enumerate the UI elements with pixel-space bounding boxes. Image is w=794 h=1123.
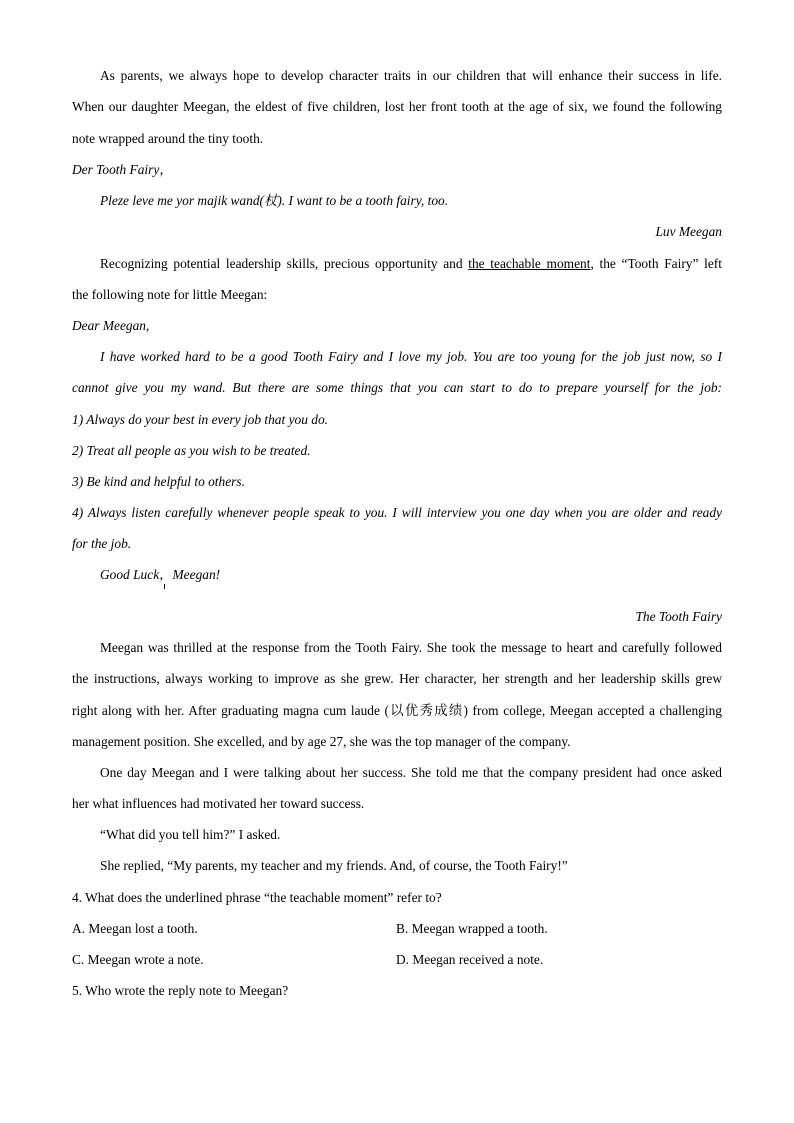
para2-line-2: the following note for little Meegan: — [72, 287, 268, 302]
child-note-greeting: Der Tooth Fairy， — [72, 162, 173, 177]
para2-line-1 — [72, 254, 722, 274]
para2-post: , the “Tooth Fairy” left — [590, 256, 722, 271]
intro-line-2: When our daughter Meegan, the eldest of five children, lost her front tooth at the age of six, we found the following — [72, 99, 722, 114]
question-5: 5. Who wrote the reply note to Meegan? — [72, 983, 289, 998]
fairy-note-item-2: 2) Treat all people as you wish to be treated. — [72, 443, 311, 458]
intro-line-3: note wrapped around the tiny tooth. — [72, 131, 264, 146]
intro-line-1: As parents, we always hope to develop character traits in our children that will enhance their success in life. — [100, 68, 722, 83]
fairy-note-item-4b: for the job. — [72, 536, 132, 551]
para2-pre: Recognizing potential leadership skills, precious opportunity and — [100, 256, 469, 271]
fairy-note-signature: The Tooth Fairy — [635, 609, 722, 624]
question-4: 4. What does the underlined phrase “the teachable moment” refer to? — [72, 890, 442, 905]
para5: “What did you tell him?” I asked. — [100, 827, 281, 842]
fairy-note-greeting: Dear Meegan, — [72, 318, 150, 333]
fairy-note-closing: Good Luck，Meegan! — [100, 567, 221, 582]
para3-line-1: Meegan was thrilled at the response from the Tooth Fairy. She took the message to heart and carefully followed — [100, 640, 722, 655]
para3-line-3: right along with her. After graduating magna cum laude (以优秀成绩) from college, Meegan accepted a challenging — [72, 703, 722, 718]
option-4a: A. Meegan lost a tooth. — [72, 921, 198, 936]
fairy-note-line-2: cannot give you my wand. But there are some things that you can start to do to prepare yourself for the job: — [72, 380, 722, 395]
underlined-phrase: the teachable moment — [468, 256, 591, 271]
fairy-note-item-4a: 4) Always listen carefully whenever people speak to you. I will interview you one day when you are older and ready — [72, 505, 722, 520]
para4-line-1: One day Meegan and I were talking about her success. She told me that the company president had once asked — [100, 765, 722, 780]
fairy-note-line-1: I have worked hard to be a good Tooth Fairy and I love my job. You are too young for the job just now, so I — [100, 349, 722, 364]
para4-line-2: her what influences had motivated her toward success. — [72, 796, 365, 811]
child-note-body: Pleze leve me yor majik wand(杖). I want to be a tooth fairy, too. — [100, 193, 449, 208]
option-4d: D. Meegan received a note. — [396, 952, 544, 967]
para3-line-2: the instructions, always working to improve as she grew. Her character, her strength and her leadership skills grew — [72, 671, 722, 686]
para6: She replied, “My parents, my teacher and my friends. And, of course, the Tooth Fairy!” — [100, 858, 568, 873]
para3-line-4: management position. She excelled, and by age 27, she was the top manager of the company. — [72, 734, 571, 749]
child-note-signature: Luv Meegan — [655, 224, 722, 239]
fairy-note-item-1: 1) Always do your best in every job that you do. — [72, 412, 328, 427]
option-4b: B. Meegan wrapped a tooth. — [396, 921, 548, 936]
stray-mark — [164, 584, 165, 589]
fairy-note-item-3: 3) Be kind and helpful to others. — [72, 474, 245, 489]
option-4c: C. Meegan wrote a note. — [72, 952, 204, 967]
